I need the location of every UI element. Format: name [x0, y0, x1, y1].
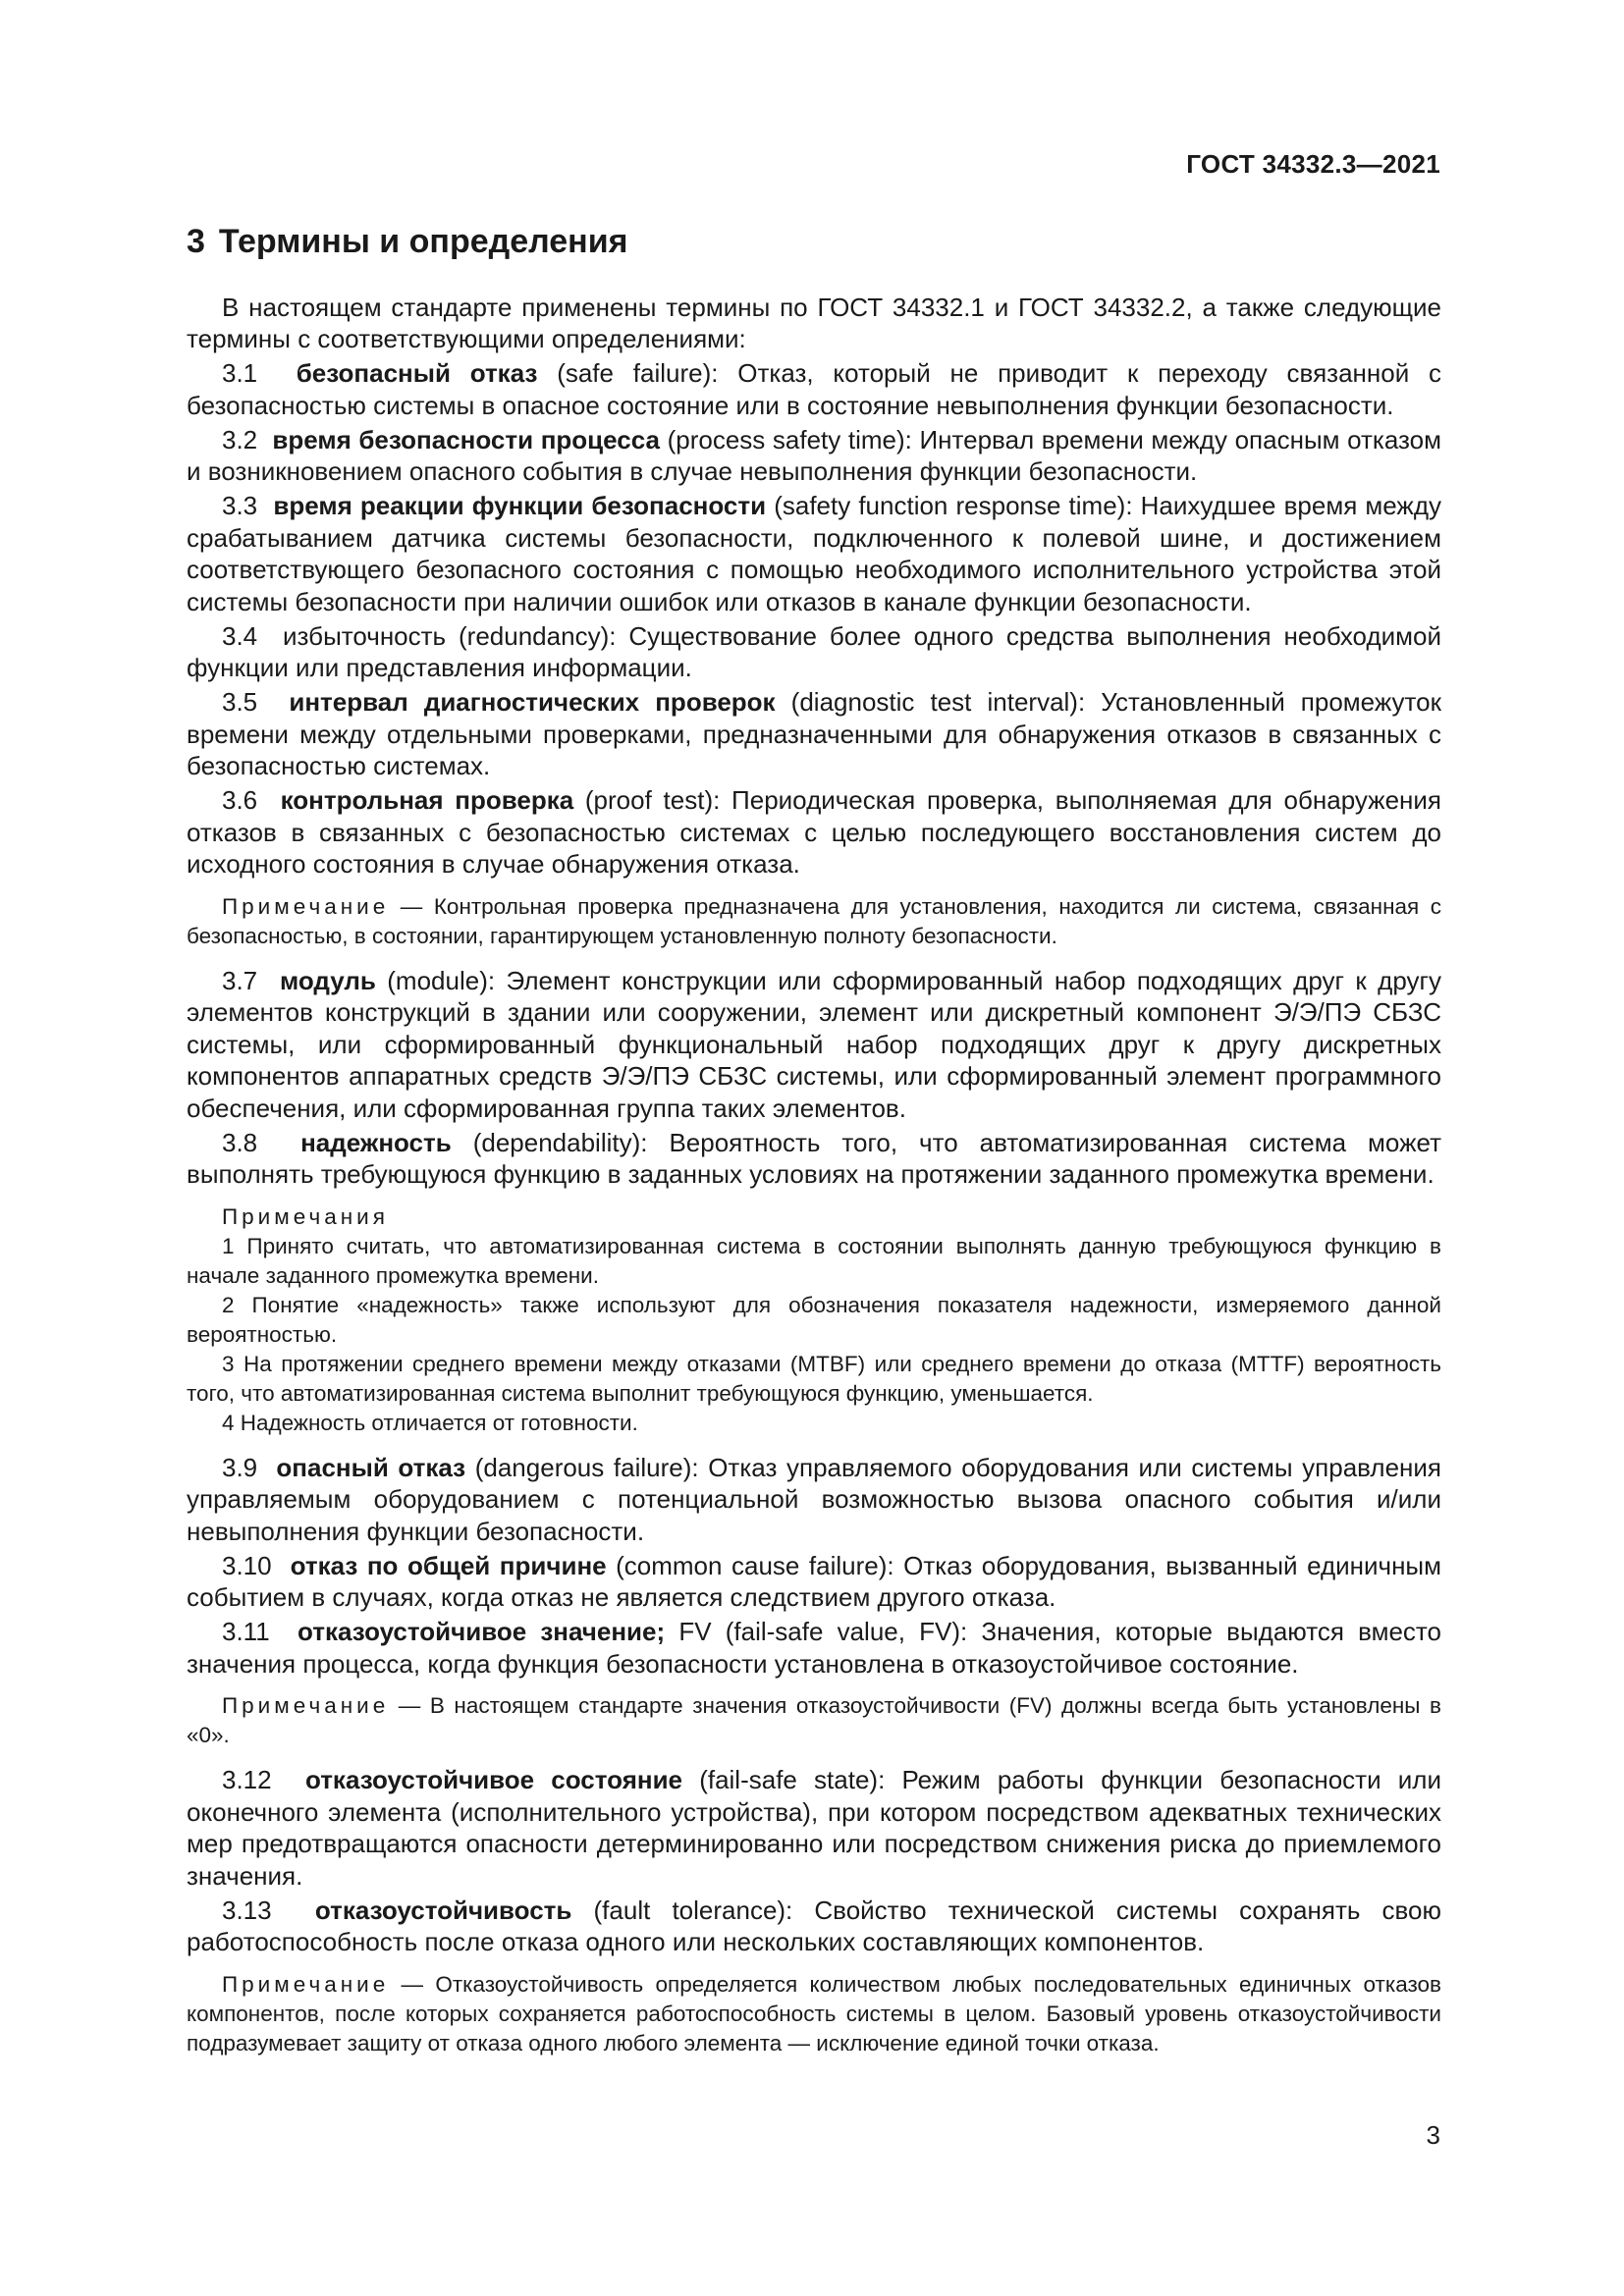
note-fault-tolerance: [187, 1970, 1441, 2058]
note-item: 1 Принято считать, что автоматизированная система в состоянии выполнять данную требующуюся функцию в начале заданного промежутка времени.: [187, 1233, 1441, 1288]
section-number: 3: [187, 223, 205, 260]
term-entry-3-12: [187, 1764, 1441, 1892]
term-entry-3-8: [187, 1127, 1441, 1191]
term-name: отказоустойчивое состояние: [304, 1765, 683, 1795]
term-definition: (module): Элемент конструкции или сформированный набор подходящих друг к другу элементов конструкций в здании или сооружении, элемент или дискретный компонент Э/Э/ПЭ СБЗС системы, или сформированный функциональный набор подходящих друг к другу дискретных компонентов аппаратных средств Э/Э/ПЭ СБЗС системы, или сформированный элемент программного обеспечения, или сформированная группа таких элементов.: [187, 965, 1441, 1123]
term-definition: (diagnostic test interval): Установленный промежуток времени между отдельными проверками, предназначенными для обнаружения отказов в связанных с безопасностью системах.: [187, 687, 1441, 781]
term-name: безопасный отказ: [296, 358, 538, 389]
term-entry-3-3: [187, 490, 1441, 617]
term-number: 3.2: [222, 424, 258, 454]
term-number: 3.12: [222, 1765, 272, 1795]
term-name: контрольная проверка: [280, 785, 574, 816]
section-title-text: Термины и определения: [218, 223, 628, 260]
term-name: надежность: [300, 1127, 452, 1157]
term-entry-3-1: [187, 357, 1441, 421]
term-number: 3.9: [222, 1452, 258, 1482]
note-label: Примечание: [222, 1693, 390, 1719]
term-number: 3.8: [222, 1127, 258, 1157]
note-fail-safe-value: [187, 1691, 1441, 1750]
term-definition: (proof test): Периодическая проверка, выполняемая для обнаружения отказов в связанных с безопасностью системах с целью последующего восстановления систем до исходного состояния в случае обнаружения отказа.: [187, 785, 1441, 880]
note-item: 3 На протяжении среднего времени между отказами (MTBF) или среднего времени до отказа (MTTF) вероятность того, что автоматизированная система выполнит требующуюся функцию, уменьшается.: [187, 1351, 1441, 1406]
term-definition: (process safety time): Интервал времени между опасным отказом и возникновением опасного события в случае невыполнения функции безопасности.: [187, 424, 1441, 487]
term-number: 3.11: [222, 1617, 270, 1647]
term-number: 3.5: [222, 687, 258, 718]
page-number: 3: [1426, 2120, 1440, 2150]
note-text: — Контрольная проверка предназначена для установления, находится ли система, связанная с безопасностью, в состоянии, гарантирующем установленную полноту безопасности.: [187, 893, 1441, 948]
term-name: избыточность: [283, 620, 447, 651]
term-definition: FV (fail-safe value, FV): Значения, которые выдаются вместо значения процесса, когда функция безопасности установлена в отказоустойчивое состояние.: [187, 1617, 1442, 1679]
term-entry-3-6: [187, 784, 1441, 881]
notes-label: Примечания: [222, 1203, 389, 1229]
note-item: 2 Понятие «надежность» также используют для обозначения показателя надежности, измеряемого данной вероятностью.: [187, 1292, 1441, 1347]
notes-dependability: [187, 1202, 1441, 1438]
note-label: Примечание: [222, 893, 390, 919]
term-name: отказоустойчивость: [314, 1895, 572, 1925]
term-entry-3-5: [187, 686, 1441, 782]
term-number: 3.7: [222, 965, 258, 995]
term-definition: (dependability): Вероятность того, что автоматизированная система может выполнять требующуюся функцию в заданных условиях на протяжении заданного промежутка времени.: [187, 1127, 1441, 1190]
note-proof-test: [187, 892, 1441, 951]
term-definition: (redundancy): Существование более одного средства выполнения необходимой функции или представления информации.: [187, 620, 1441, 683]
term-entry-3-13: [187, 1895, 1441, 1958]
term-entry-3-11: [187, 1616, 1441, 1680]
note-text: — Отказоустойчивость определяется количеством любых последовательных единичных отказов компонентов, после которых сохраняется работоспособность системы в целом. Базовый уровень отказоустойчивости подразумевает защиту от отказа одного любого элемента — исключение единой точки отказа.: [187, 1971, 1441, 2056]
term-entry-3-9: [187, 1452, 1441, 1548]
term-name: время безопасности процесса: [272, 424, 660, 454]
note-text: — В настоящем стандарте значения отказоустойчивости (FV) должны всегда быть установлены в «0».: [187, 1693, 1441, 1748]
term-name: модуль: [279, 965, 376, 995]
term-name: время реакции функции безопасности: [273, 491, 767, 521]
term-number: 3.13: [222, 1895, 272, 1925]
term-entry-3-10: [187, 1550, 1441, 1614]
term-definition: (fault tolerance): Свойство технической системы сохранять свою работоспособность после отказа одного или нескольких составляющих компонентов.: [187, 1895, 1441, 1957]
term-name: отказ по общей причине: [290, 1550, 607, 1580]
term-name: отказоустойчивое значение;: [298, 1617, 666, 1647]
term-entry-3-2: [187, 424, 1441, 488]
term-number: 3.4: [222, 620, 258, 651]
section-title: [187, 222, 1441, 262]
term-name: опасный отказ: [276, 1452, 466, 1482]
document-code-header: ГОСТ 34332.3—2021: [1186, 149, 1440, 179]
term-entry-3-7: [187, 965, 1441, 1125]
term-number: 3.1: [222, 358, 258, 389]
term-definition: (fail-safe state): Режим работы функции безопасности или оконечного элемента (исполнительного устройства), при котором посредством адекватных технических мер предотвращаются опасности детерминированно или посредством снижения риска до приемлемого значения.: [187, 1765, 1441, 1891]
term-definition: (dangerous failure): Отказ управляемого оборудования или системы управления управляемым оборудованием с потенциальной возможностью вызова опасного события и/или невыполнения функции безопасности.: [187, 1452, 1441, 1546]
note-item: 4 Надежность отличается от готовности.: [222, 1410, 638, 1435]
term-number: 3.3: [222, 491, 258, 521]
term-definition: (safety function response time): Наихудшее время между срабатыванием датчика системы безопасности, подключенного к полевой шине, и достижением соответствующего безопасного состояния с помощью необходимого исполнительного устройства этой системы безопасности при наличии ошибок или отказов в канале функции безопасности.: [187, 491, 1441, 616]
intro-paragraph: В настоящем стандарте применены термины по ГОСТ 34332.1 и ГОСТ 34332.2, а также следующие термины с соответствующими определениями:: [187, 292, 1441, 354]
term-definition: (safe failure): Отказ, который не приводит к переходу связанной с безопасностью системы в опасное состояние или в состояние невыполнения функции безопасности.: [187, 358, 1442, 420]
term-definition: (common cause failure): Отказ оборудования, вызванный единичным событием в случаях, когда отказ не является следствием другого отказа.: [187, 1550, 1441, 1613]
term-number: 3.6: [222, 785, 258, 816]
term-entry-3-4: [187, 620, 1441, 684]
term-name: интервал диагностических проверок: [289, 687, 776, 718]
note-label: Примечание: [222, 1971, 390, 1997]
page-content: [187, 222, 1441, 2072]
term-number: 3.10: [222, 1550, 272, 1580]
